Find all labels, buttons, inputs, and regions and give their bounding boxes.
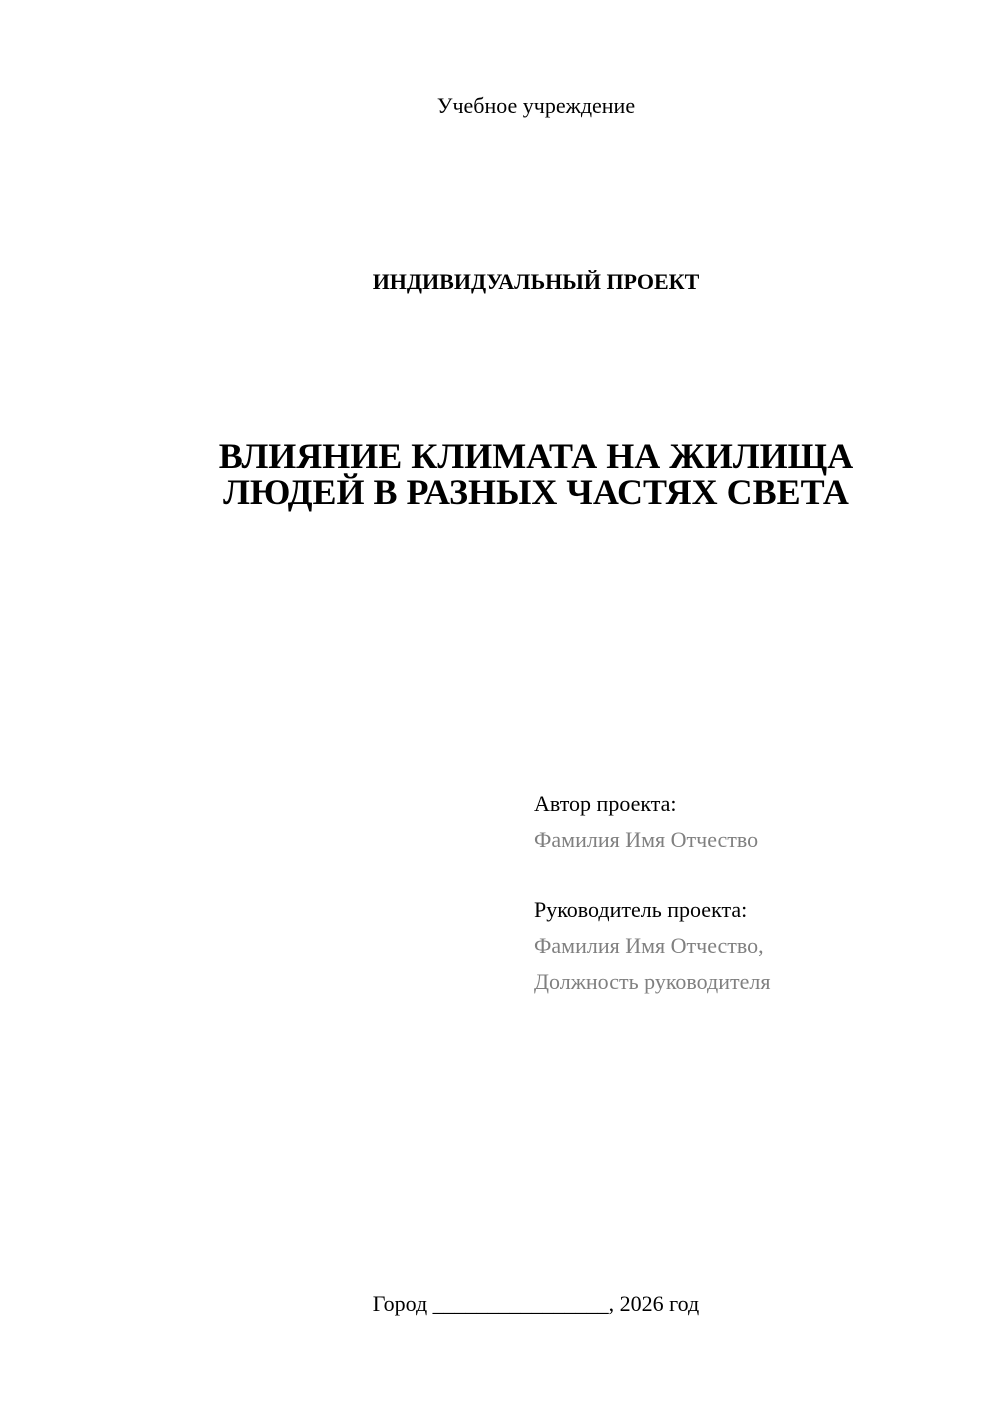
city-year-footer: Город ________________, 2026 год bbox=[372, 1291, 700, 1316]
project-title-line-2: ЛЮДЕЙ В РАЗНЫХ ЧАСТЯХ СВЕТА bbox=[223, 472, 849, 512]
supervisor-block bbox=[534, 892, 770, 1000]
project-title bbox=[0, 438, 1000, 510]
project-title-line-1: ВЛИЯНИЕ КЛИМАТА НА ЖИЛИЩА bbox=[218, 436, 854, 476]
supervisor-name: Фамилия Имя Отчество, bbox=[534, 933, 764, 958]
document-type: ИНДИВИДУАЛЬНЫЙ ПРОЕКТ bbox=[372, 269, 700, 294]
supervisor-position: Должность руководителя bbox=[534, 969, 771, 994]
institution-name: Учебное учреждение bbox=[436, 93, 636, 118]
author-label: Автор проекта: bbox=[534, 791, 677, 816]
author-name: Фамилия Имя Отчество bbox=[534, 827, 759, 852]
supervisor-label: Руководитель проекта: bbox=[534, 897, 748, 922]
author-block bbox=[534, 786, 758, 858]
